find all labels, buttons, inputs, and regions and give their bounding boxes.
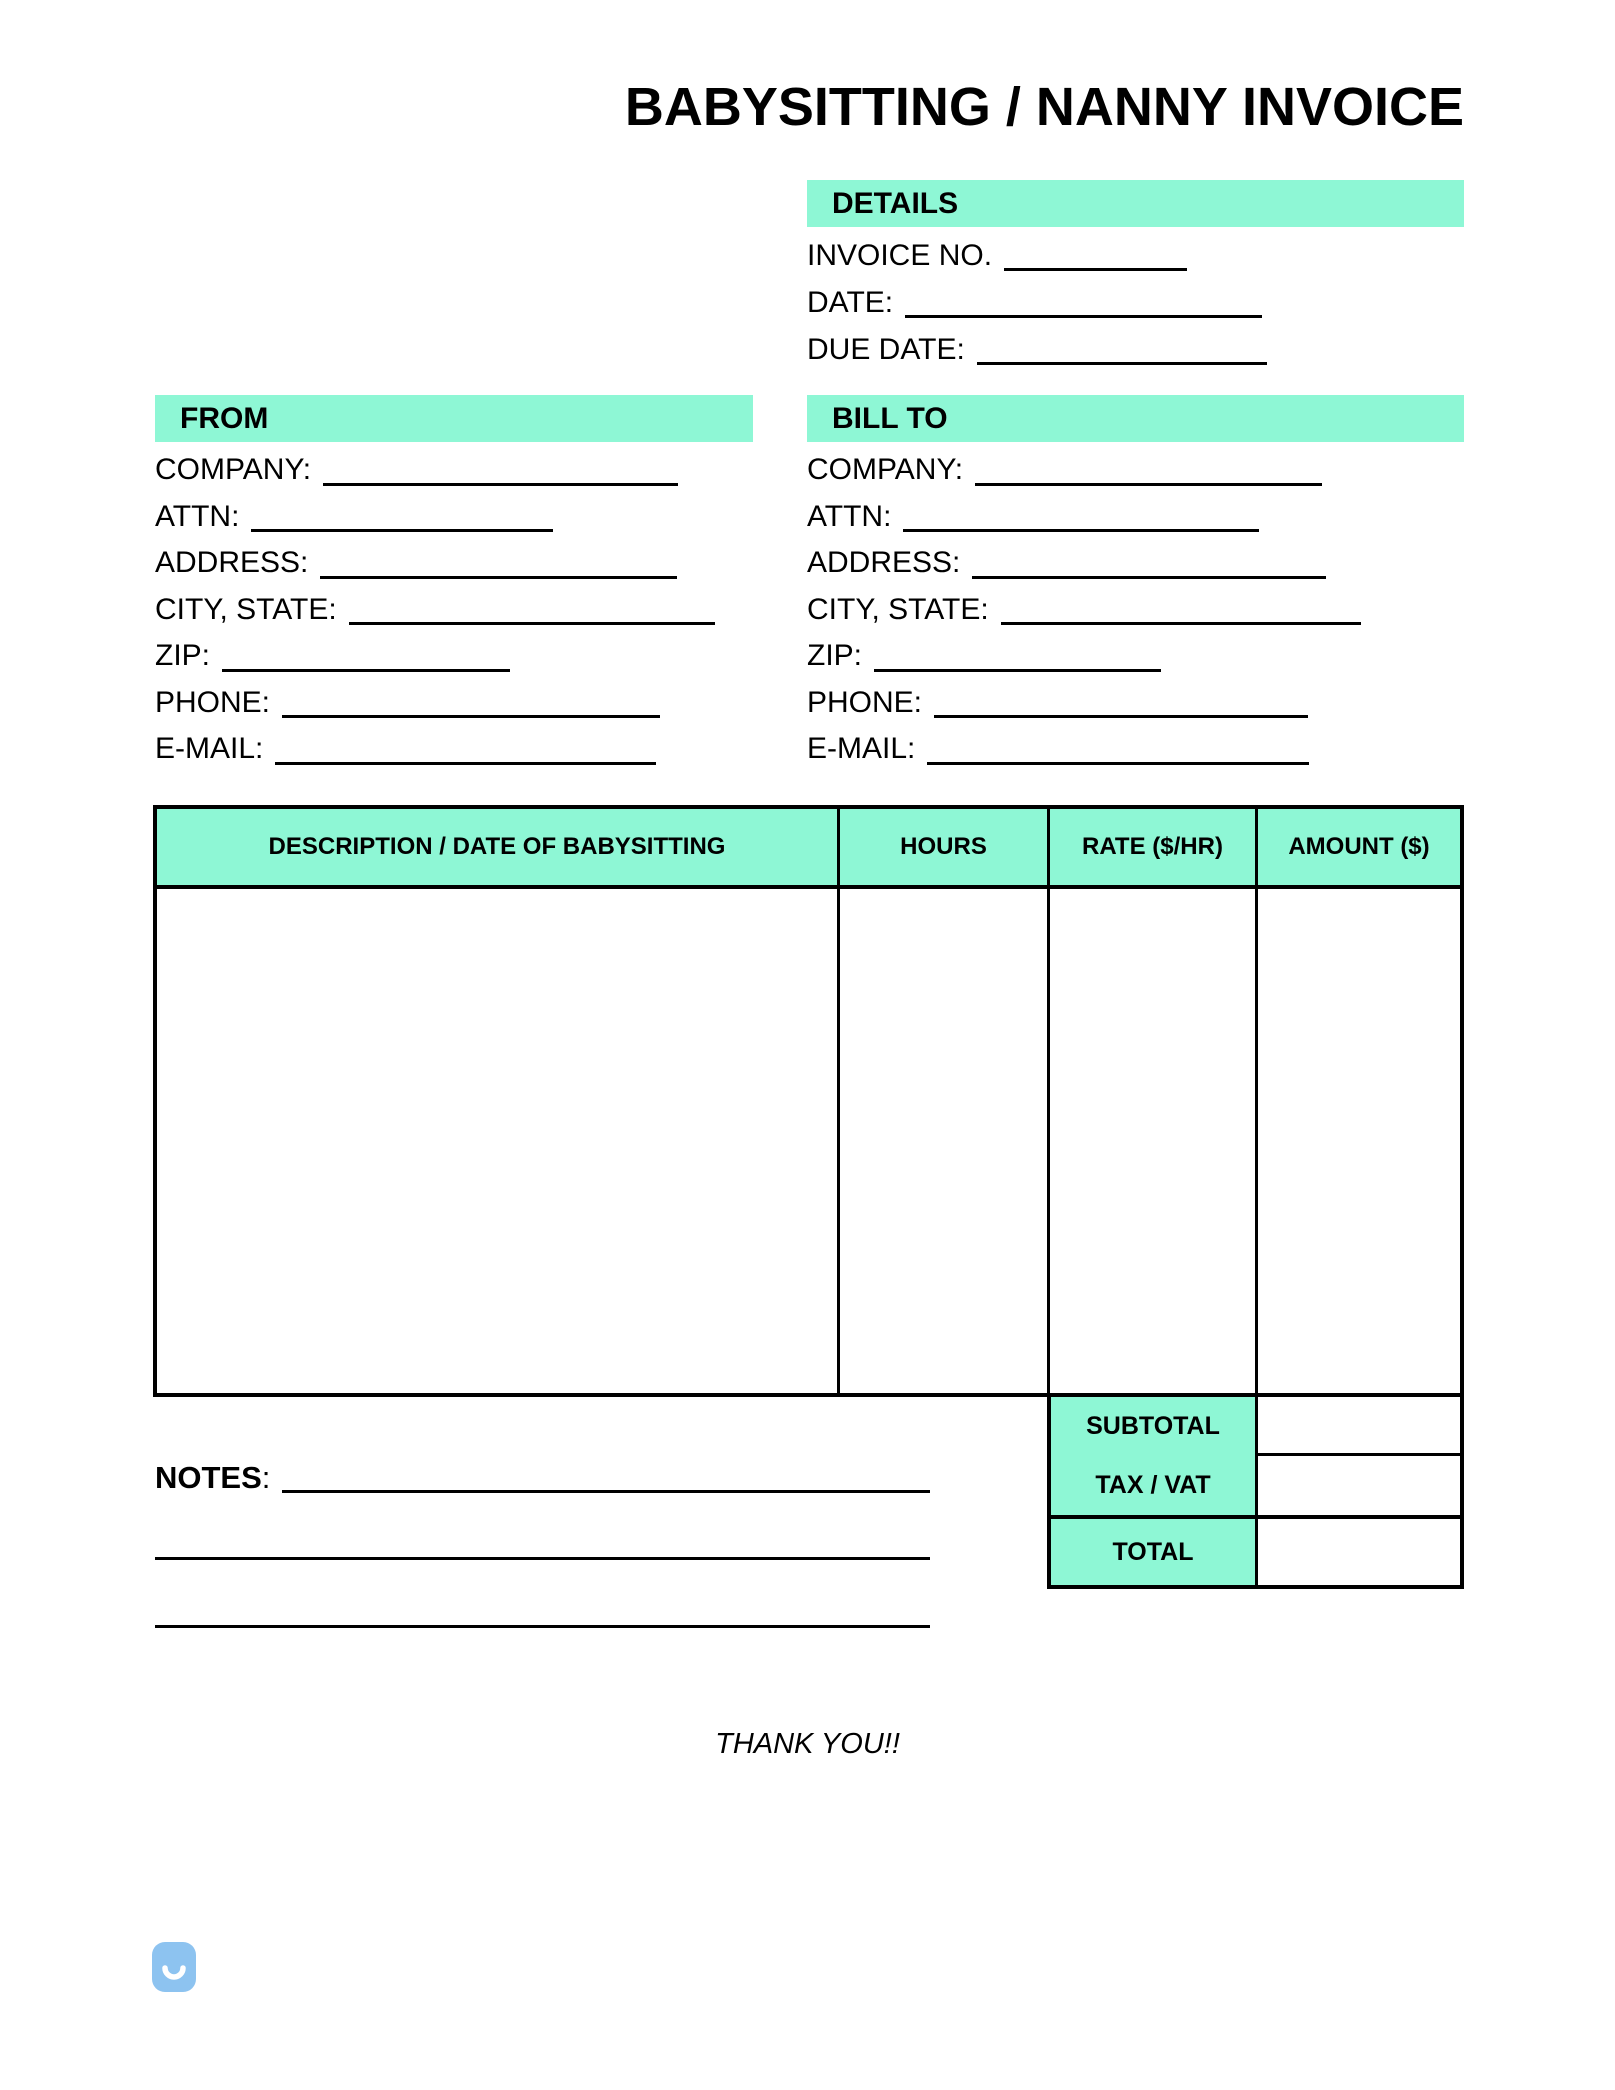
invoice-no-row xyxy=(807,227,1464,274)
total-label: TOTAL xyxy=(1051,1519,1258,1585)
from-city-state-field[interactable] xyxy=(349,579,715,626)
date-label: DATE: xyxy=(807,285,894,319)
from-company-label: COMPANY: xyxy=(155,453,312,486)
from-email-field[interactable] xyxy=(275,718,656,765)
from-phone-label: PHONE: xyxy=(155,685,271,719)
notes-label: NOTES xyxy=(155,1460,262,1495)
date-row xyxy=(807,274,1464,321)
bill-to-phone-field[interactable] xyxy=(934,672,1308,719)
bill-to-section xyxy=(807,395,1464,768)
bill-to-email-row xyxy=(807,721,1464,768)
bill-to-zip-label: ZIP: xyxy=(807,639,863,672)
from-city-state-row xyxy=(155,582,753,629)
from-address-label: ADDRESS: xyxy=(155,546,309,579)
from-phone-field[interactable] xyxy=(282,672,660,719)
notes-section xyxy=(155,1455,930,1628)
bill-to-city-state-label: CITY, STATE: xyxy=(807,592,989,626)
bill-to-zip-field[interactable] xyxy=(874,625,1161,672)
date-field[interactable] xyxy=(905,271,1262,318)
from-city-state-label: CITY, STATE: xyxy=(155,592,337,626)
from-phone-row xyxy=(155,675,753,722)
tax-vat-label: TAX / VAT xyxy=(1051,1456,1258,1519)
col-description: DESCRIPTION / DATE OF BABYSITTING xyxy=(157,809,840,885)
total-value-cell[interactable] xyxy=(1258,1519,1460,1585)
body-cell-description[interactable] xyxy=(157,889,840,1393)
details-header: DETAILS xyxy=(807,180,1464,227)
thank-you-text: THANK YOU!! xyxy=(715,1728,900,1760)
from-company-field[interactable] xyxy=(323,439,678,486)
bill-to-attn-row xyxy=(807,489,1464,536)
subtotal-value-cell[interactable] xyxy=(1258,1397,1460,1456)
bill-to-company-field[interactable] xyxy=(975,439,1322,486)
items-table-header xyxy=(157,809,1460,889)
bill-to-email-label: E-MAIL: xyxy=(807,732,916,765)
notes-colon: : xyxy=(261,1460,271,1495)
notes-line-2[interactable] xyxy=(155,1493,930,1560)
invoice-no-field[interactable] xyxy=(1004,224,1187,271)
from-attn-field[interactable] xyxy=(251,486,553,533)
bill-to-phone-label: PHONE: xyxy=(807,685,923,719)
bill-to-city-state-field[interactable] xyxy=(1001,579,1361,626)
bill-to-company-row xyxy=(807,442,1464,489)
subtotal-label: SUBTOTAL xyxy=(1051,1397,1258,1456)
bill-to-attn-label: ATTN: xyxy=(807,499,892,533)
bill-to-attn-field[interactable] xyxy=(903,486,1259,533)
invoice-no-label: INVOICE NO. xyxy=(807,238,993,272)
notes-row xyxy=(155,1455,930,1493)
from-company-row xyxy=(155,442,753,489)
body-cell-amount[interactable] xyxy=(1258,889,1460,1393)
bill-to-email-field[interactable] xyxy=(927,718,1309,765)
smile-logo-icon xyxy=(152,1942,196,1992)
bill-to-zip-row xyxy=(807,628,1464,675)
items-table xyxy=(153,805,1464,1397)
due-date-field[interactable] xyxy=(977,318,1267,365)
bill-to-header: BILL TO xyxy=(807,395,1464,442)
from-header: FROM xyxy=(155,395,753,442)
from-zip-row xyxy=(155,628,753,675)
from-zip-field[interactable] xyxy=(222,625,510,672)
body-cell-rate[interactable] xyxy=(1050,889,1258,1393)
from-attn-label: ATTN: xyxy=(155,499,240,533)
from-zip-label: ZIP: xyxy=(155,639,211,672)
from-address-field[interactable] xyxy=(320,532,677,579)
bill-to-address-row xyxy=(807,535,1464,582)
tax-vat-value-cell[interactable] xyxy=(1258,1456,1460,1519)
from-section xyxy=(155,395,753,768)
from-address-row xyxy=(155,535,753,582)
bill-to-phone-row xyxy=(807,675,1464,722)
col-hours: HOURS xyxy=(840,809,1050,885)
bill-to-company-label: COMPANY: xyxy=(807,453,964,486)
items-table-body xyxy=(157,889,1460,1393)
notes-line-3[interactable] xyxy=(155,1560,930,1628)
col-rate: RATE ($/HR) xyxy=(1050,809,1258,885)
due-date-label: DUE DATE: xyxy=(807,332,965,366)
body-cell-hours[interactable] xyxy=(840,889,1050,1393)
page-title: BABYSITTING / NANNY INVOICE xyxy=(624,77,1464,137)
notes-line-1[interactable] xyxy=(282,1452,930,1493)
col-amount: AMOUNT ($) xyxy=(1258,809,1460,885)
from-email-row xyxy=(155,721,753,768)
totals-block xyxy=(1047,1393,1464,1589)
bill-to-address-label: ADDRESS: xyxy=(807,546,961,579)
details-section xyxy=(807,180,1464,368)
bill-to-city-state-row xyxy=(807,582,1464,629)
from-attn-row xyxy=(155,489,753,536)
bill-to-address-field[interactable] xyxy=(972,532,1326,579)
from-email-label: E-MAIL: xyxy=(155,732,264,765)
due-date-row xyxy=(807,321,1464,368)
